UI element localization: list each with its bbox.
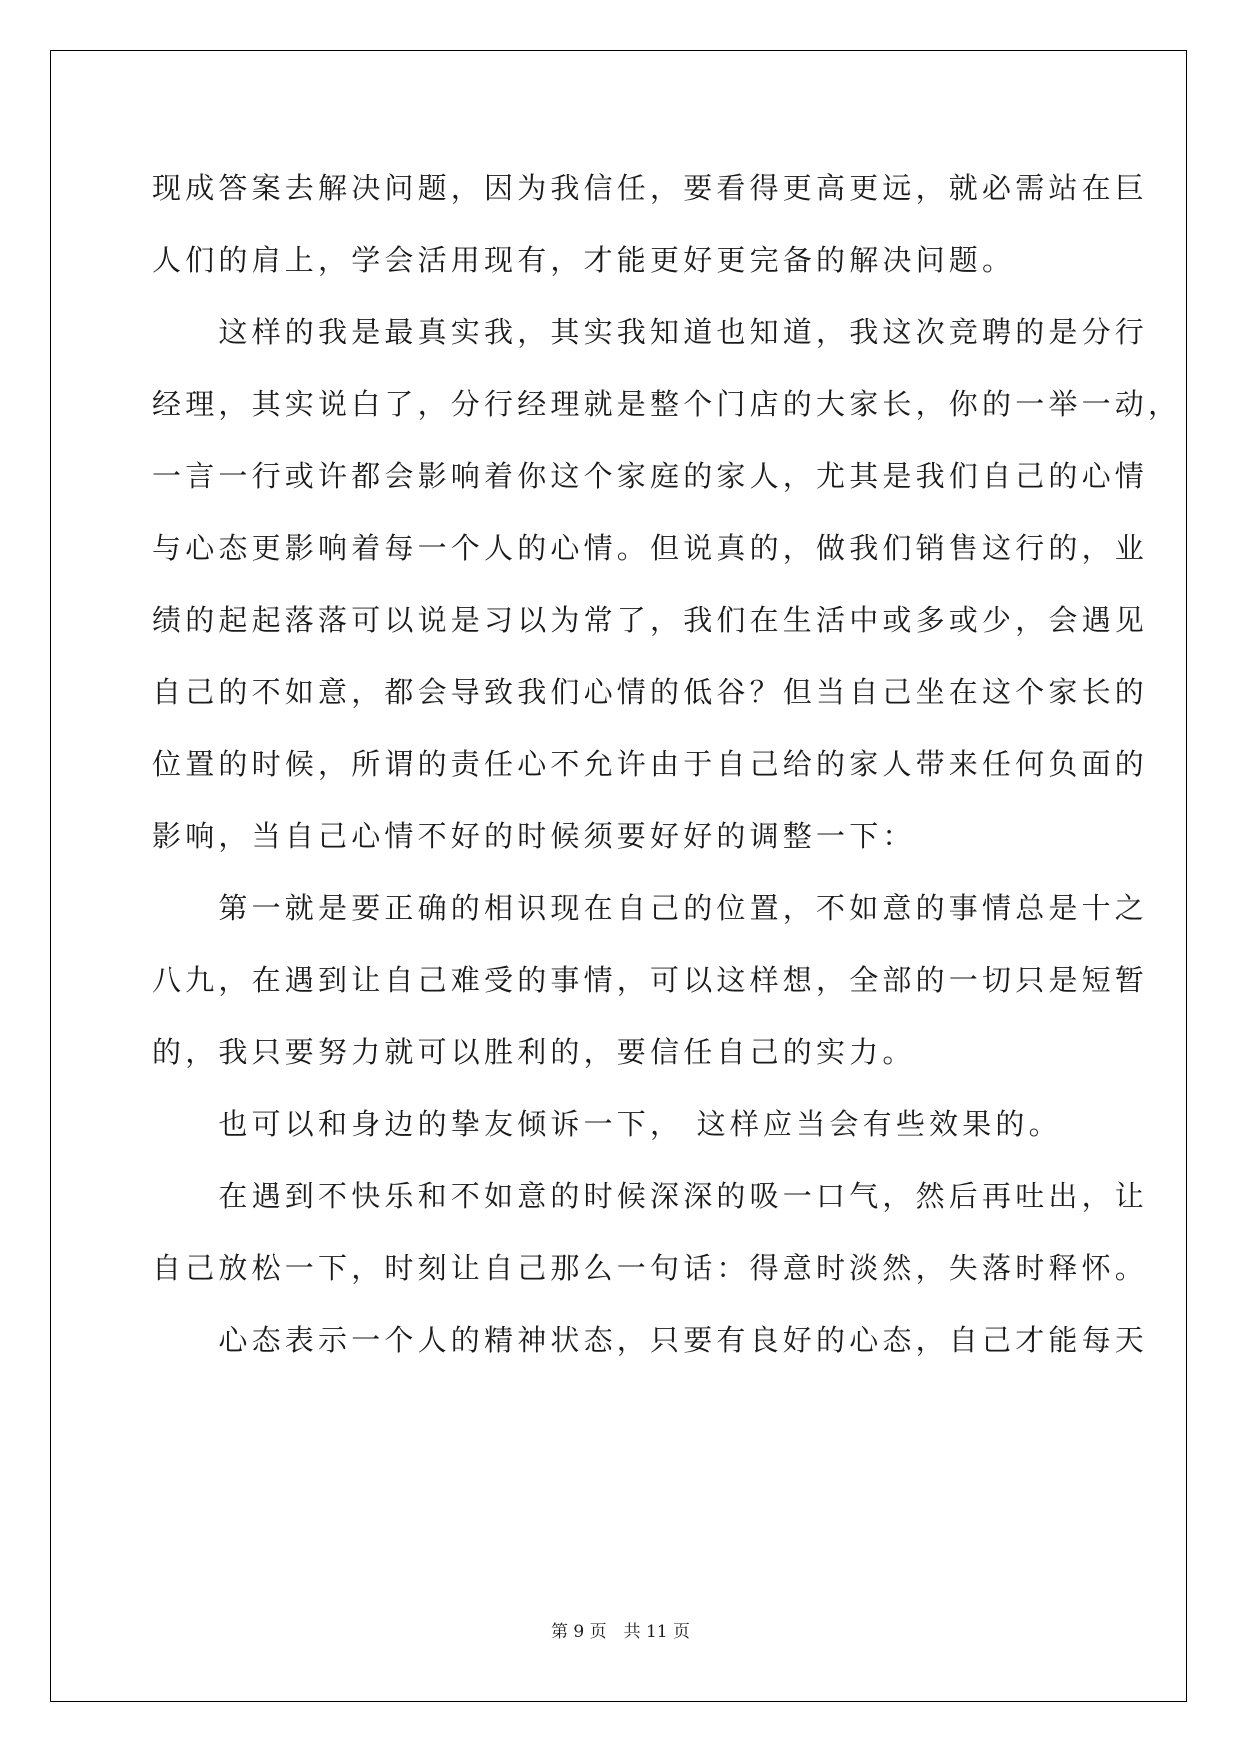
text-line: 经理，其实说白了，分行经理就是整个门店的大家长，你的一举一动， [152,387,1182,421]
paragraph-start-line: 心态表示一个人的精神状态，只要有良好的心态，自己才能每天 [152,1323,1149,1357]
text-line: 位置的时候，所谓的责任心不允许由于自己给的家人带来任何负面的 [152,747,1149,781]
page-number-footer: 第 9 页 共 11 页 [550,1622,691,1642]
text-line: 自己放松一下，时刻让自己那么一句话：得意时淡然，失落时释怀。 [152,1251,1149,1285]
paragraph-start-line: 第一就是要正确的相识现在自己的位置，不如意的事情总是十之 [152,891,1149,925]
text-line: 的，我只要努力就可以胜利的，要信任自己的实力。 [152,1035,916,1069]
text-line: 自己的不如意，都会导致我们心情的低谷？但当自己坐在这个家长的 [152,675,1149,709]
text-line: 绩的起起落落可以说是习以为常了，我们在生活中或多或少，会遇见 [152,603,1149,637]
text-line: 八九，在遇到让自己难受的事情，可以这样想，全部的一切只是短暂 [152,963,1149,997]
text-line: 影响，当自己心情不好的时候须要好好的调整一下： [152,819,916,853]
paragraph-start-line: 在遇到不快乐和不如意的时候深深的吸一口气，然后再吐出，让 [152,1179,1149,1213]
text-line: 一言一行或许都会影响着你这个家庭的家人，尤其是我们自己的心情 [152,459,1149,493]
text-line: 与心态更影响着每一个人的心情。但说真的，做我们销售这行的，业 [152,531,1149,565]
text-line: 人们的肩上，学会活用现有，才能更好更完备的解决问题。 [152,243,1016,277]
paragraph-start-line: 这样的我是最真实我，其实我知道也知道，我这次竞聘的是分行 [152,315,1149,349]
text-line: 现成答案去解决问题，因为我信任，要看得更高更远，就必需站在巨 [152,171,1149,205]
paragraph-start-line: 也可以和身边的挚友倾诉一下， 这样应当会有些效果的。 [152,1107,1062,1141]
page-border [50,50,1187,1702]
